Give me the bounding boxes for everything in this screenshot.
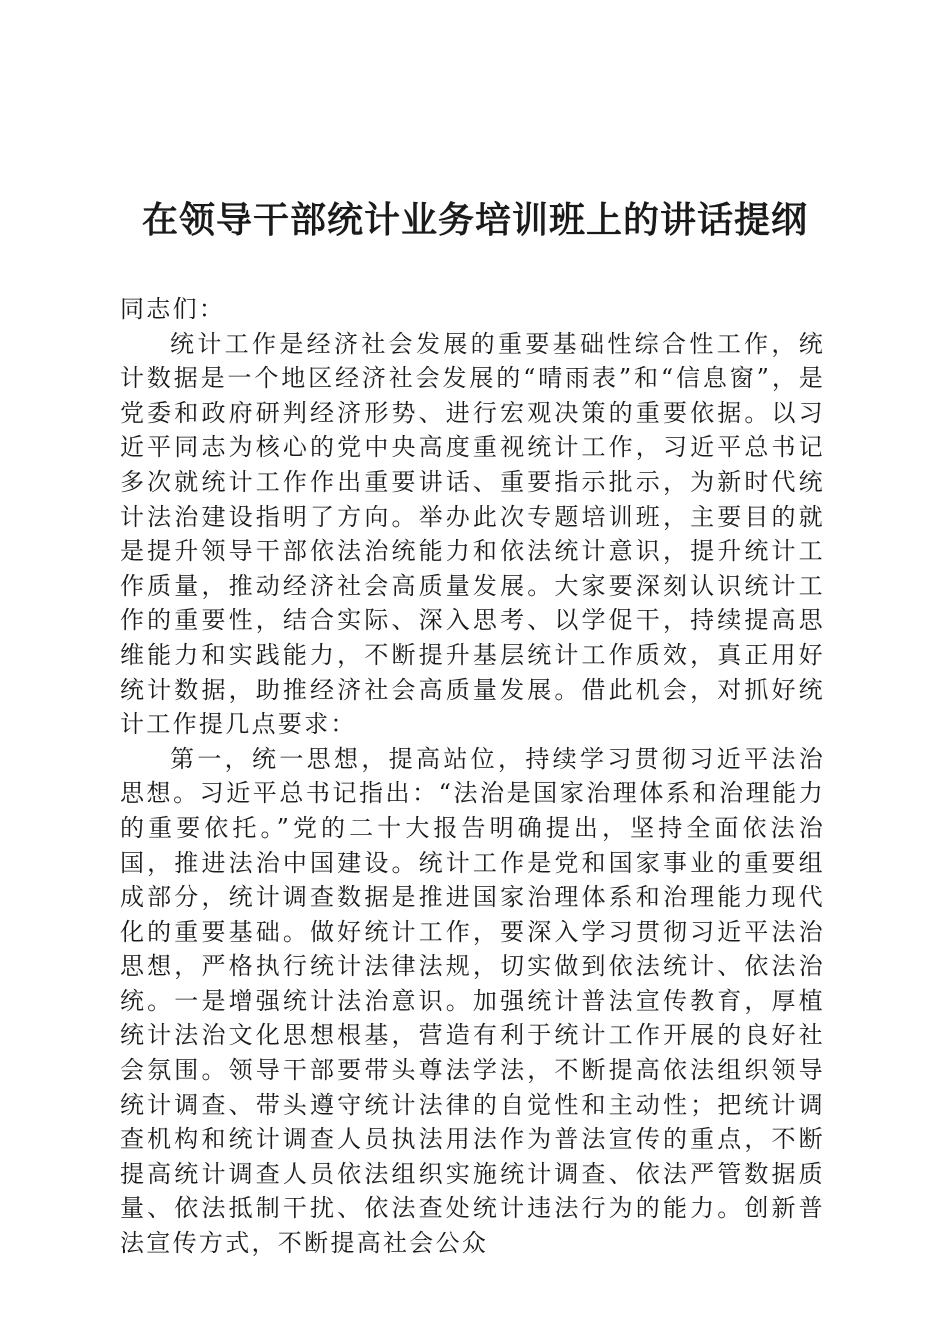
paragraph-intro: 统计工作是经济社会发展的重要基础性综合性工作，统计数据是一个地区经济社会发展的“晴雨表”和“信息窗”，是党委和政府研判经济形势、进行宏观决策的重要依据。以习近平同志为核心的党中央高度重视统计工作，习近平总书记多次就统计工作作出重要讲话、重要指示批示，为新时代统计法治建设指明了方向。举办此次专题培训班，主要目的就是提升领导干部依法治统能力和依法统计意识，提升统计工作质量，推动经济社会高质量发展。大家要深刻认识统计工作的重要性，结合实际、深入思考、以学促干，持续提高思维能力和实践能力，不断提升基层统计工作质效，真正用好统计数据，助推经济社会高质量发展。借此机会，对抓好统计工作提几点要求： [120, 329, 825, 739]
document-body [120, 292, 825, 1261]
paragraph-first-point: 第一，统一思想，提高站位，持续学习贯彻习近平法治思想。习近平总书记指出：“法治是国家治理体系和治理能力的重要依托。”党的二十大报告明确提出，坚持全面依法治国，推进法治中国建设。统计工作是党和国家事业的重要组成部分，统计调查数据是推进国家治理体系和治理能力现代化的重要基础。做好统计工作，要深入学习贯彻习近平法治思想，严格执行统计法律法规，切实做到依法统计、依法治统。一是增强统计法治意识。加强统计普法宣传教育，厚植统计法治文化思想根基，营造有利于统计工作开展的良好社会氛围。领导干部要带头尊法学法，不断提高依法组织领导统计调查、带头遵守统计法律的自觉性和主动性；把统计调查机构和统计调查人员执法用法作为普法宣传的重点，不断提高统计调查人员依法组织实施统计调查、依法严管数据质量、依法抵制干扰、依法查处统计违法行为的能力。创新普法宣传方式，不断提高社会公众 [120, 744, 825, 1258]
salutation: 同志们： [120, 295, 226, 323]
document-title: 在领导干部统计业务培训班上的讲话提纲 [141, 199, 808, 241]
